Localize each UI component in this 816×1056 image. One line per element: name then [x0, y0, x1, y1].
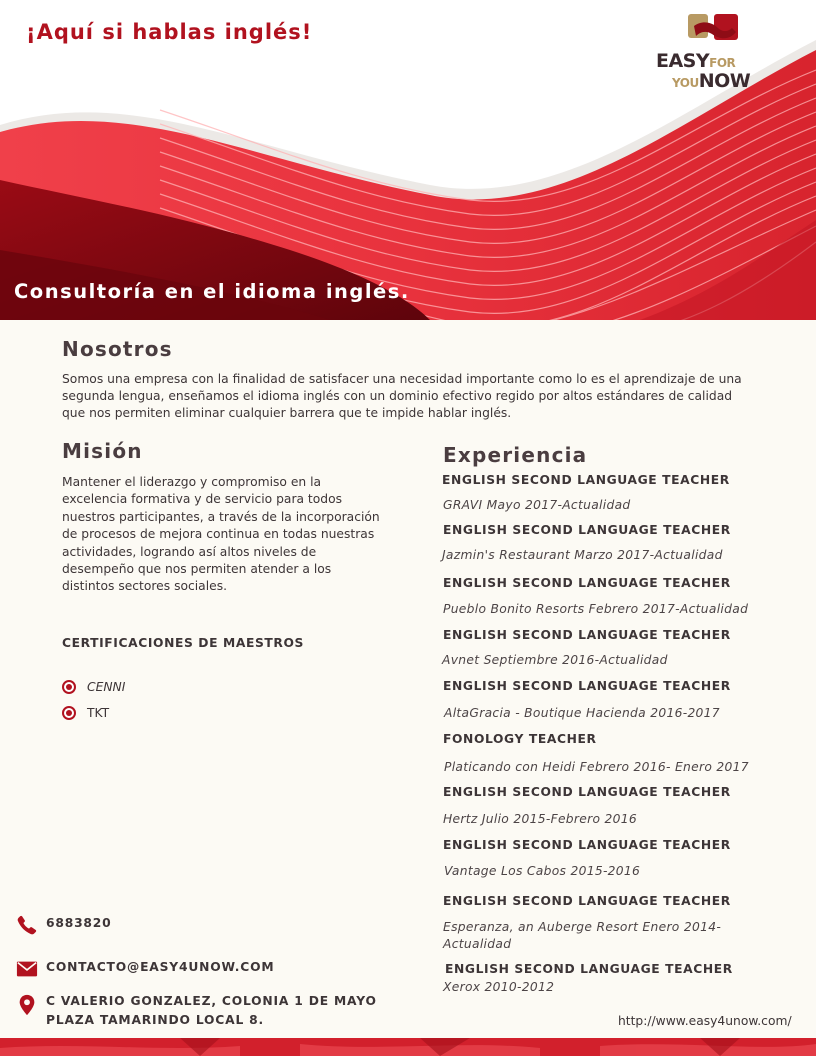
certifications-heading: CERTIFICACIONES DE MAESTROS	[62, 636, 304, 650]
phone-icon	[16, 914, 38, 936]
address-line: C VALERIO GONZALEZ, COLONIA 1 DE MAYO	[46, 994, 377, 1008]
experience-place: Xerox 2010-2012	[443, 980, 555, 994]
experience-place: AltaGracia - Boutique Hacienda 2016-2017	[444, 706, 720, 720]
phone-number: 6883820	[46, 916, 112, 930]
bullet-radio-icon	[62, 680, 76, 694]
experience-role: ENGLISH SECOND LANGUAGE TEACHER	[443, 679, 731, 693]
location-pin-icon	[16, 992, 38, 1018]
experience-place: Pueblo Bonito Resorts Febrero 2017-Actualidad	[443, 602, 749, 616]
experience-place: Platicando con Heidi Febrero 2016- Enero 2017	[444, 760, 749, 774]
experience-place: Esperanza, an Auberge Resort Enero 2014-Actualidad	[443, 920, 722, 951]
address-line: PLAZA TAMARINDO LOCAL 8.	[46, 1013, 264, 1027]
address-text	[46, 992, 377, 1030]
experience-place: Jazmin's Restaurant Marzo 2017-Actualidad	[442, 548, 723, 562]
about-text: Somos una empresa con la finalidad de satisfacer una necesidad importante como lo es el aprendizaje de una segunda lengua, enseñamos el idioma inglés con un dominio efectivo regido por altos estándares de calidad que nos permiten eliminar cualquier barrera que te impide hablar inglés.	[62, 372, 742, 420]
certification-item	[62, 679, 125, 695]
certification-label: CENNI	[87, 680, 126, 694]
mail-icon	[16, 958, 38, 980]
bullet-radio-icon	[62, 706, 76, 720]
experience-role: ENGLISH SECOND LANGUAGE TEACHER	[442, 473, 730, 487]
experience-role: ENGLISH SECOND LANGUAGE TEACHER	[443, 838, 731, 852]
experience-heading: Experiencia	[443, 443, 588, 467]
about-heading: Nosotros	[62, 337, 173, 361]
handshake-logo-icon	[684, 10, 744, 50]
experience-role: FONOLOGY TEACHER	[443, 732, 597, 746]
website-link[interactable]: http://www.easy4unow.com/	[618, 1014, 792, 1028]
experience-role: ENGLISH SECOND LANGUAGE TEACHER	[443, 785, 731, 799]
experience-role: ENGLISH SECOND LANGUAGE TEACHER	[443, 523, 731, 537]
contact-phone	[16, 914, 112, 936]
contact-email	[16, 958, 274, 980]
experience-place: Vantage Los Cabos 2015-2016	[444, 864, 641, 878]
experience-role: ENGLISH SECOND LANGUAGE TEACHER	[443, 894, 731, 908]
page-subtitle: Consultoría en el idioma inglés.	[14, 280, 410, 303]
email-address[interactable]: CONTACTO@EASY4UNOW.COM	[46, 960, 275, 974]
experience-role: ENGLISH SECOND LANGUAGE TEACHER	[443, 628, 731, 642]
experience-role: ENGLISH SECOND LANGUAGE TEACHER	[445, 962, 733, 976]
experience-place: Hertz Julio 2015-Febrero 2016	[443, 812, 638, 826]
certification-label: TKT	[87, 706, 110, 720]
mission-text: Mantener el liderazgo y compromiso en la excelencia formativa y de servicio para todos nuestros participantes, a través de la incorporación de procesos de mejora continua en todas nuestras actividades, logrando así altos niveles de desempeño que nos permiten atender a los distintos sectores sociales.	[62, 475, 380, 594]
contact-address	[16, 992, 377, 1030]
experience-role: ENGLISH SECOND LANGUAGE TEACHER	[443, 576, 731, 590]
experience-place: GRAVI Mayo 2017-Actualidad	[443, 498, 631, 512]
tagline: ¡Aquí si hablas inglés!	[26, 20, 313, 44]
experience-place: Avnet Septiembre 2016-Actualidad	[442, 653, 668, 667]
company-logo	[650, 8, 770, 94]
certification-item	[62, 705, 109, 721]
footer-decoration-bar	[0, 1038, 816, 1056]
logo-text-line1: EASYFOR	[656, 50, 736, 72]
logo-text-line2: YOUNOW	[672, 70, 751, 92]
mission-heading: Misión	[62, 439, 143, 463]
